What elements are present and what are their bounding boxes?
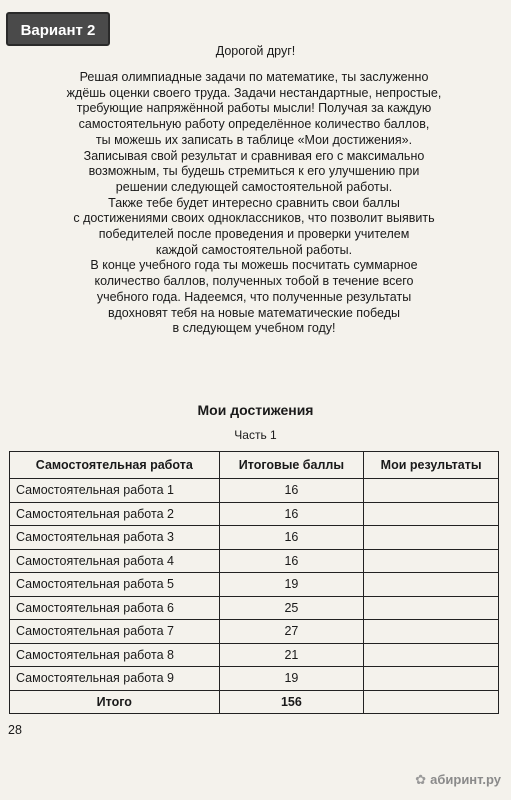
leaf-icon: ✿ xyxy=(415,772,427,787)
intro-line: требующие напряжённой работы мысли! Получая за каждую xyxy=(76,101,432,116)
score-cell: 16 xyxy=(219,549,364,573)
table-row xyxy=(10,620,499,644)
work-name-cell: Самостоятельная работа 6 xyxy=(10,596,220,620)
score-cell: 25 xyxy=(219,596,364,620)
work-name-cell: Самостоятельная работа 5 xyxy=(10,573,220,597)
score-cell: 16 xyxy=(219,502,364,526)
intro-line: победителей после проведения и проверки учителем xyxy=(98,227,410,242)
intro-line: Решая олимпиадные задачи по математике, ты заслуженно xyxy=(79,70,429,84)
table-row xyxy=(10,549,499,573)
intro-text xyxy=(14,70,494,337)
my-result-cell[interactable] xyxy=(364,643,499,667)
intro-line: каждой самостоятельной работы. xyxy=(155,242,353,257)
table-row xyxy=(10,667,499,691)
work-name-cell: Самостоятельная работа 4 xyxy=(10,549,220,573)
intro-line: самостоятельную работу определённое количество баллов, xyxy=(78,117,430,132)
column-header-work: Самостоятельная работа xyxy=(10,452,220,479)
achievements-table xyxy=(9,451,499,714)
table-row xyxy=(10,573,499,597)
score-cell: 19 xyxy=(219,573,364,597)
achievements-subtitle: Часть 1 xyxy=(234,428,277,442)
work-name-cell: Самостоятельная работа 8 xyxy=(10,643,220,667)
table-row xyxy=(10,526,499,550)
score-cell: 27 xyxy=(219,620,364,644)
intro-line: возможным, ты будешь стремиться к его улучшению при xyxy=(88,164,420,179)
table-row xyxy=(10,643,499,667)
work-name-cell: Самостоятельная работа 9 xyxy=(10,667,220,691)
intro-line: ждёшь оценки своего труда. Задачи нестандартные, непростые, xyxy=(66,85,442,100)
watermark xyxy=(415,772,501,788)
score-cell: 16 xyxy=(219,479,364,503)
my-result-cell[interactable] xyxy=(364,596,499,620)
intro-line: ты можешь их записать в таблице «Мои достижения». xyxy=(95,132,413,147)
achievements-title: Мои достижения xyxy=(197,402,314,418)
variant-badge: Вариант 2 xyxy=(6,12,110,46)
score-cell: 19 xyxy=(219,667,364,691)
table-header-row xyxy=(10,452,499,479)
greeting: Дорогой друг! xyxy=(215,44,296,58)
table-row xyxy=(10,479,499,503)
score-cell: 21 xyxy=(219,643,364,667)
intro-line: решении следующей самостоятельной работы. xyxy=(115,179,393,194)
intro-line: количество баллов, полученных тобой в течение всего xyxy=(94,274,414,289)
work-name-cell: Самостоятельная работа 7 xyxy=(10,620,220,644)
my-result-cell[interactable] xyxy=(364,573,499,597)
my-result-cell[interactable] xyxy=(364,479,499,503)
intro-line: в следующем учебном году! xyxy=(172,321,336,336)
my-result-cell[interactable] xyxy=(364,667,499,691)
column-header-final-score: Итоговые баллы xyxy=(219,452,364,479)
my-result-cell[interactable] xyxy=(364,526,499,550)
score-cell: 16 xyxy=(219,526,364,550)
my-result-cell[interactable] xyxy=(364,620,499,644)
total-row xyxy=(10,690,499,714)
total-my-result-cell[interactable] xyxy=(364,690,499,714)
intro-line: В конце учебного года ты можешь посчитать суммарное xyxy=(90,258,418,273)
page-number: 28 xyxy=(8,723,22,737)
my-result-cell[interactable] xyxy=(364,502,499,526)
intro-line: Записывая свой результат и сравнивая его с максимально xyxy=(83,148,425,163)
intro-line: вдохновят тебя на новые математические победы xyxy=(107,305,400,320)
my-result-cell[interactable] xyxy=(364,549,499,573)
work-name-cell: Самостоятельная работа 3 xyxy=(10,526,220,550)
table-row xyxy=(10,596,499,620)
intro-line: Также тебе будет интересно сравнить свои баллы xyxy=(108,195,400,210)
watermark-text: абиринт.ру xyxy=(430,772,501,787)
total-label-cell: Итого xyxy=(10,690,220,714)
total-score-cell: 156 xyxy=(219,690,364,714)
work-name-cell: Самостоятельная работа 1 xyxy=(10,479,220,503)
work-name-cell: Самостоятельная работа 2 xyxy=(10,502,220,526)
intro-line: с достижениями своих одноклассников, что позволит выявить xyxy=(73,211,435,226)
table-row xyxy=(10,502,499,526)
intro-line: учебного года. Надеемся, что полученные результаты xyxy=(96,289,412,304)
column-header-my-results: Мои результаты xyxy=(364,452,499,479)
